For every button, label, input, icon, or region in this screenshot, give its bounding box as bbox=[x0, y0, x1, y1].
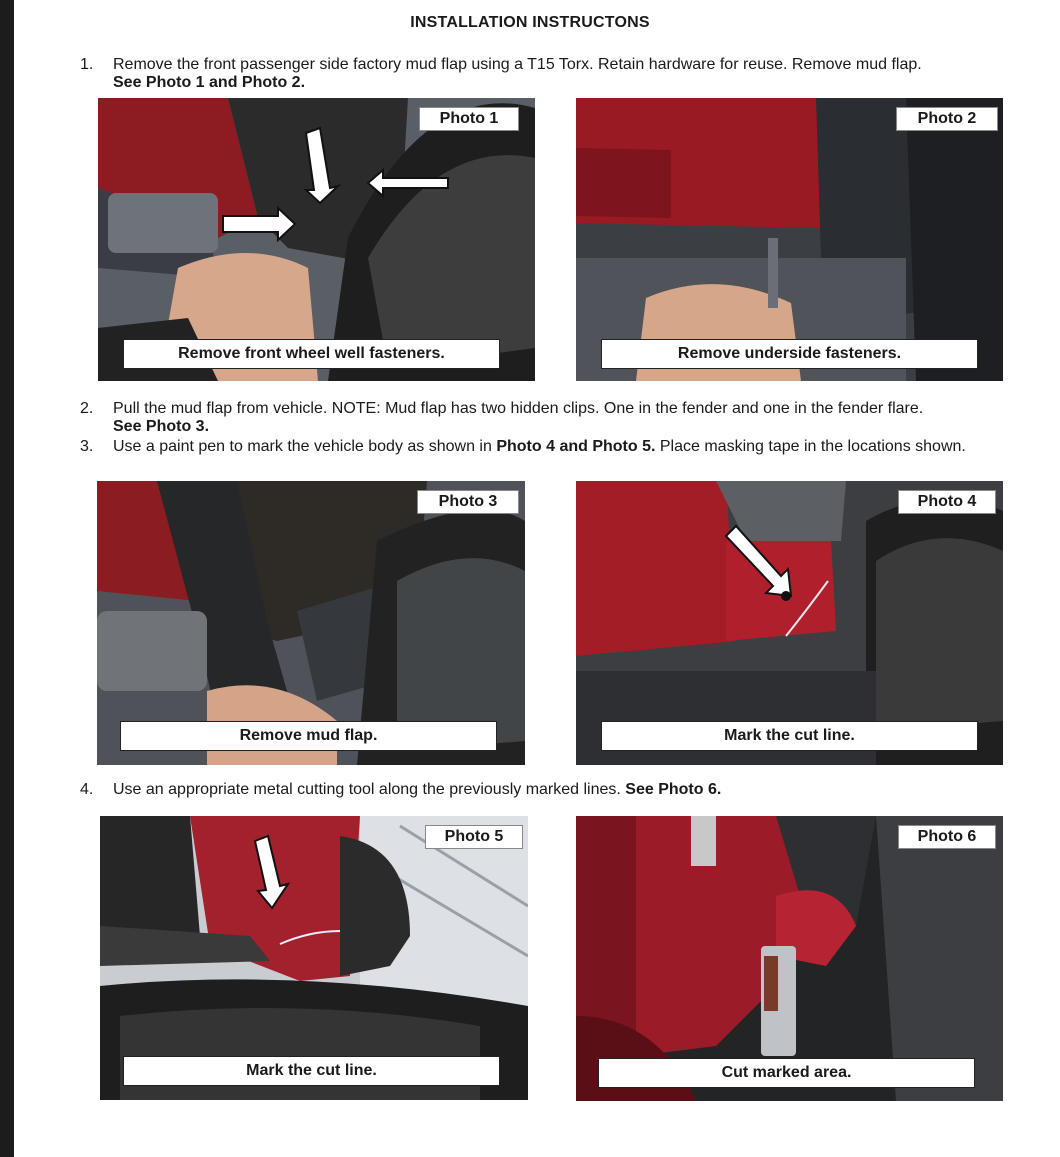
step-reference: See Photo 3. bbox=[113, 418, 210, 435]
photo-label: Photo 4 bbox=[898, 490, 996, 514]
step-number: 4. bbox=[80, 781, 94, 798]
step-text: Use a paint pen to mark the vehicle body as shown in bbox=[113, 438, 497, 455]
photo-label: Photo 3 bbox=[417, 490, 519, 514]
step-text-continued: Place masking tape in the locations shown. bbox=[655, 438, 966, 455]
photo-caption: Mark the cut line. bbox=[123, 1056, 500, 1086]
photo-label: Photo 6 bbox=[898, 825, 996, 849]
photo-3 bbox=[97, 481, 525, 765]
step-number: 1. bbox=[80, 56, 94, 73]
photo-5 bbox=[100, 816, 528, 1100]
step-reference: See Photo 1 and Photo 2. bbox=[113, 74, 306, 91]
photo-caption: Remove mud flap. bbox=[120, 721, 497, 751]
photo-4 bbox=[576, 481, 1003, 765]
step-reference: Photo 4 and Photo 5. bbox=[496, 438, 656, 455]
step-reference: See Photo 6. bbox=[625, 781, 722, 798]
step-text: Pull the mud flap from vehicle. NOTE: Mud flap has two hidden clips. One in the fender and one in the fender flare. bbox=[113, 400, 924, 417]
photo-2 bbox=[576, 98, 1003, 381]
photo-caption: Remove front wheel well fasteners. bbox=[123, 339, 500, 369]
step-text: Use an appropriate metal cutting tool along the previously marked lines. bbox=[113, 781, 626, 798]
window-edge bbox=[0, 0, 14, 1157]
step-number: 3. bbox=[80, 438, 94, 455]
photo-6 bbox=[576, 816, 1003, 1101]
photo-caption: Cut marked area. bbox=[598, 1058, 975, 1088]
step-number: 2. bbox=[80, 400, 94, 417]
photo-label: Photo 1 bbox=[419, 107, 519, 131]
photo-caption: Mark the cut line. bbox=[601, 721, 978, 751]
page-title: INSTALLATION INSTRUCTONS bbox=[410, 14, 650, 31]
photo-caption: Remove underside fasteners. bbox=[601, 339, 978, 369]
step-text: Remove the front passenger side factory mud flap using a T15 Torx. Retain hardware for reuse. Remove mud flap. bbox=[113, 56, 922, 73]
photo-label: Photo 5 bbox=[425, 825, 523, 849]
photo-label: Photo 2 bbox=[896, 107, 998, 131]
photo-1 bbox=[98, 98, 535, 381]
